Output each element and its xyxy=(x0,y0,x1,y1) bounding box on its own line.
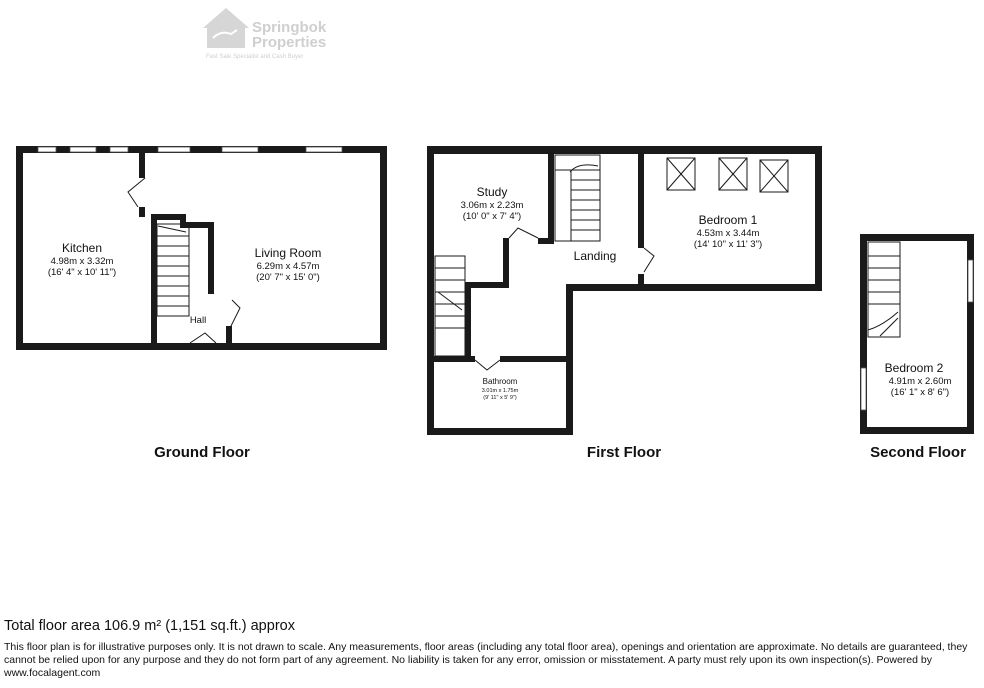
disclaimer-text: This floor plan is for illustrative purposes only. It is not drawn to scale. Any measurements, floor areas (including any total floor area), openings and orientation are approximate. No details are guaranteed, they cannot be relied upon for any purpose and they do not form part of any agreement. No liability is taken for any error, omission or misstatement. A party must rely upon its own inspection(s). Powered by www.focalagent.com xyxy=(4,641,968,679)
living-room-metric: 6.29m x 4.57m xyxy=(256,261,320,272)
living-room-imperial: (20' 7" x 15' 0") xyxy=(256,272,320,283)
kitchen-imperial: (16' 4" x 10' 11") xyxy=(47,267,117,278)
bedroom1-name: Bedroom 1 xyxy=(698,213,758,227)
bathroom-imperial: (9' 11" x 5' 9") xyxy=(483,395,517,401)
first-floor-label: First Floor xyxy=(586,444,662,461)
logo-company-line1: Springbok xyxy=(252,19,327,36)
kitchen-name: Kitchen xyxy=(61,241,103,255)
logo-company-line2: Properties xyxy=(252,34,327,51)
landing-name: Landing xyxy=(573,249,617,263)
bathroom-name: Bathroom xyxy=(482,377,518,386)
ground-floor-plan xyxy=(16,146,387,461)
house-logo-icon xyxy=(203,8,249,48)
study-imperial: (10' 0" x 7' 4") xyxy=(462,211,522,222)
bedroom2-metric: 4.91m x 2.60m xyxy=(888,376,952,387)
ground-stairs xyxy=(157,224,189,316)
company-logo xyxy=(203,8,327,60)
study-metric: 3.06m x 2.23m xyxy=(460,200,524,211)
bedroom1-imperial: (14' 10" x 11' 3") xyxy=(693,239,763,250)
total-floor-area: Total floor area 106.9 m² (1,151 sq.ft.) approx xyxy=(4,618,295,634)
footer xyxy=(4,618,980,680)
bedroom1-metric: 4.53m x 3.44m xyxy=(696,228,760,239)
bedroom2-imperial: (16' 1" x 8' 6") xyxy=(890,387,950,398)
kitchen-metric: 4.98m x 3.32m xyxy=(50,256,114,267)
second-floor-plan xyxy=(860,234,974,461)
logo-tagline: Fast Sale Specialist and Cash Buyer xyxy=(206,54,304,60)
ground-floor-label: Ground Floor xyxy=(154,444,250,461)
bathroom-metric: 3.01m x 1.75m xyxy=(481,388,519,394)
skylight-windows xyxy=(667,158,788,192)
second-floor-stairs xyxy=(868,242,900,337)
living-room-name: Living Room xyxy=(254,246,322,260)
hall-name: Hall xyxy=(189,315,207,326)
first-floor-plan xyxy=(427,146,822,461)
bedroom2-name: Bedroom 2 xyxy=(884,361,944,375)
study-name: Study xyxy=(476,185,508,199)
second-floor-label: Second Floor xyxy=(870,444,966,461)
